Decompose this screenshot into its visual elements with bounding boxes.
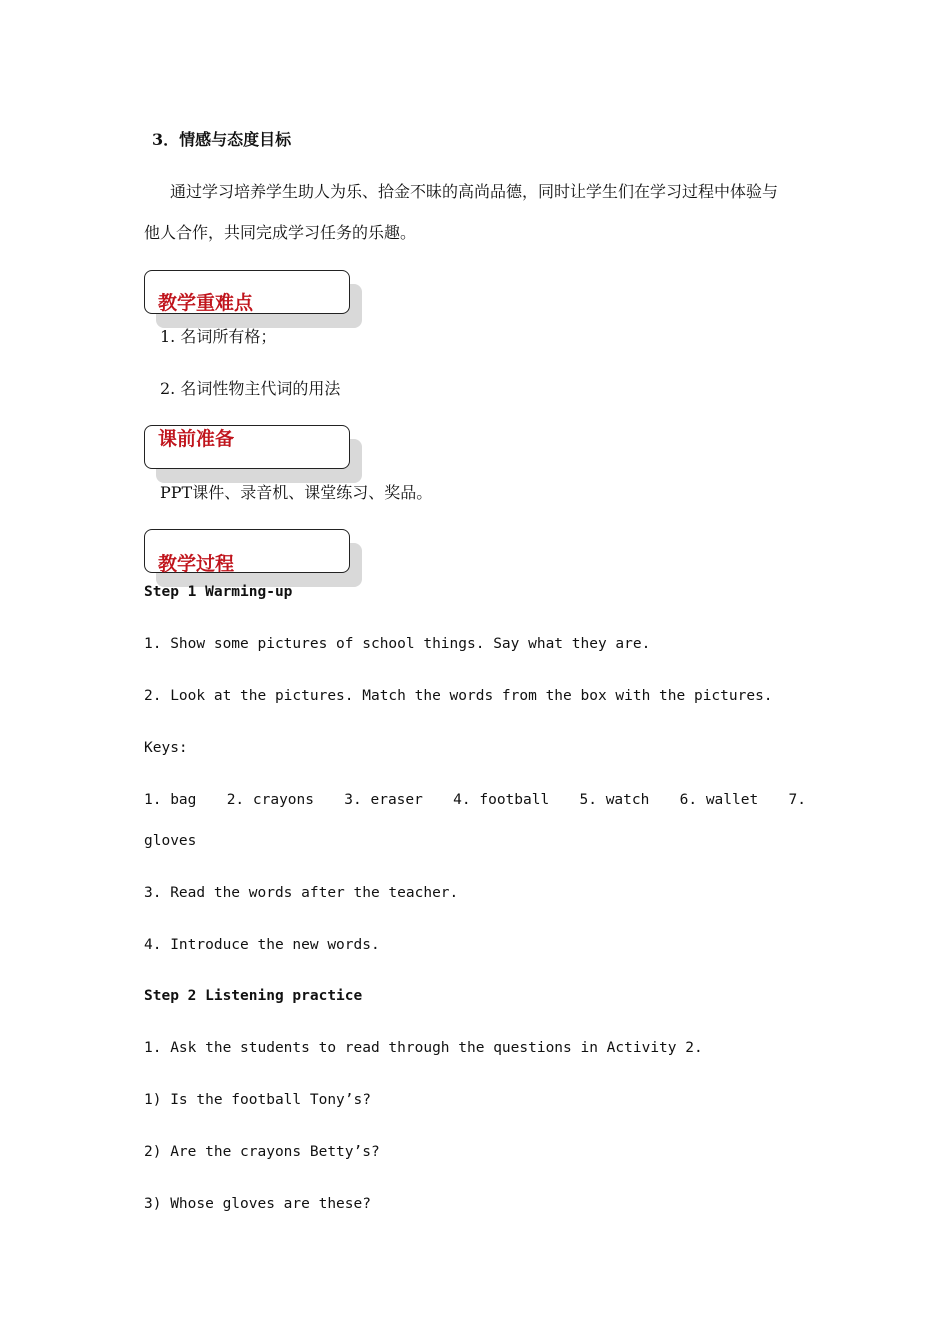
key-point-item-1: 1. 名词所有格； — [160, 327, 277, 346]
objective-heading: 3．情感与态度目标 — [152, 130, 292, 149]
key-point-item-2: 2. 名词性物主代词的用法 — [160, 379, 341, 398]
key-item: 2. crayons — [226, 792, 314, 808]
step1-line4: 4. Introduce the new words. — [144, 937, 380, 953]
step1-line2: 2. Look at the pictures. Match the words from the box with the pictures. — [144, 688, 773, 704]
keys-list — [144, 792, 806, 808]
preparation-header-box — [144, 425, 350, 469]
step1-line3: 3. Read the words after the teacher. — [144, 885, 459, 901]
key-points-title: 教学重难点 — [158, 292, 254, 314]
step1-heading: Step 1 Warming-up — [144, 584, 293, 600]
process-title: 教学过程 — [158, 553, 235, 575]
step2-line1: 1. Ask the students to read through the questions in Activity 2. — [144, 1040, 703, 1056]
question-1: 1) Is the football Tony’s? — [144, 1092, 371, 1108]
question-3: 3) Whose gloves are these? — [144, 1196, 371, 1212]
objective-paragraph-line2: 他人合作，共同完成学习任务的乐趣。 — [144, 223, 417, 242]
key-item: 6. wallet — [679, 792, 759, 808]
key-item: 1. bag — [144, 792, 197, 808]
key-item: 7. — [788, 792, 806, 808]
step2-heading: Step 2 Listening practice — [144, 988, 363, 1004]
keys-wrap: gloves — [144, 833, 197, 849]
key-item: 4. football — [453, 792, 550, 808]
key-item: 3. eraser — [344, 792, 423, 808]
objective-paragraph-line1: 通过学习培养学生助人为乐、拾金不昧的高尚品德，同时让学生们在学习过程中体验与 — [170, 182, 779, 201]
step1-line1: 1. Show some pictures of school things. Say what they are. — [144, 636, 651, 652]
key-points-header-box — [144, 270, 350, 314]
preparation-title: 课前准备 — [158, 428, 235, 450]
process-header-box — [144, 529, 350, 573]
key-item: 5. watch — [579, 792, 650, 808]
question-2: 2) Are the crayons Betty’s? — [144, 1144, 380, 1160]
preparation-text: PPT课件、录音机、课堂练习、奖品。 — [160, 483, 433, 502]
keys-label: Keys: — [144, 740, 188, 756]
